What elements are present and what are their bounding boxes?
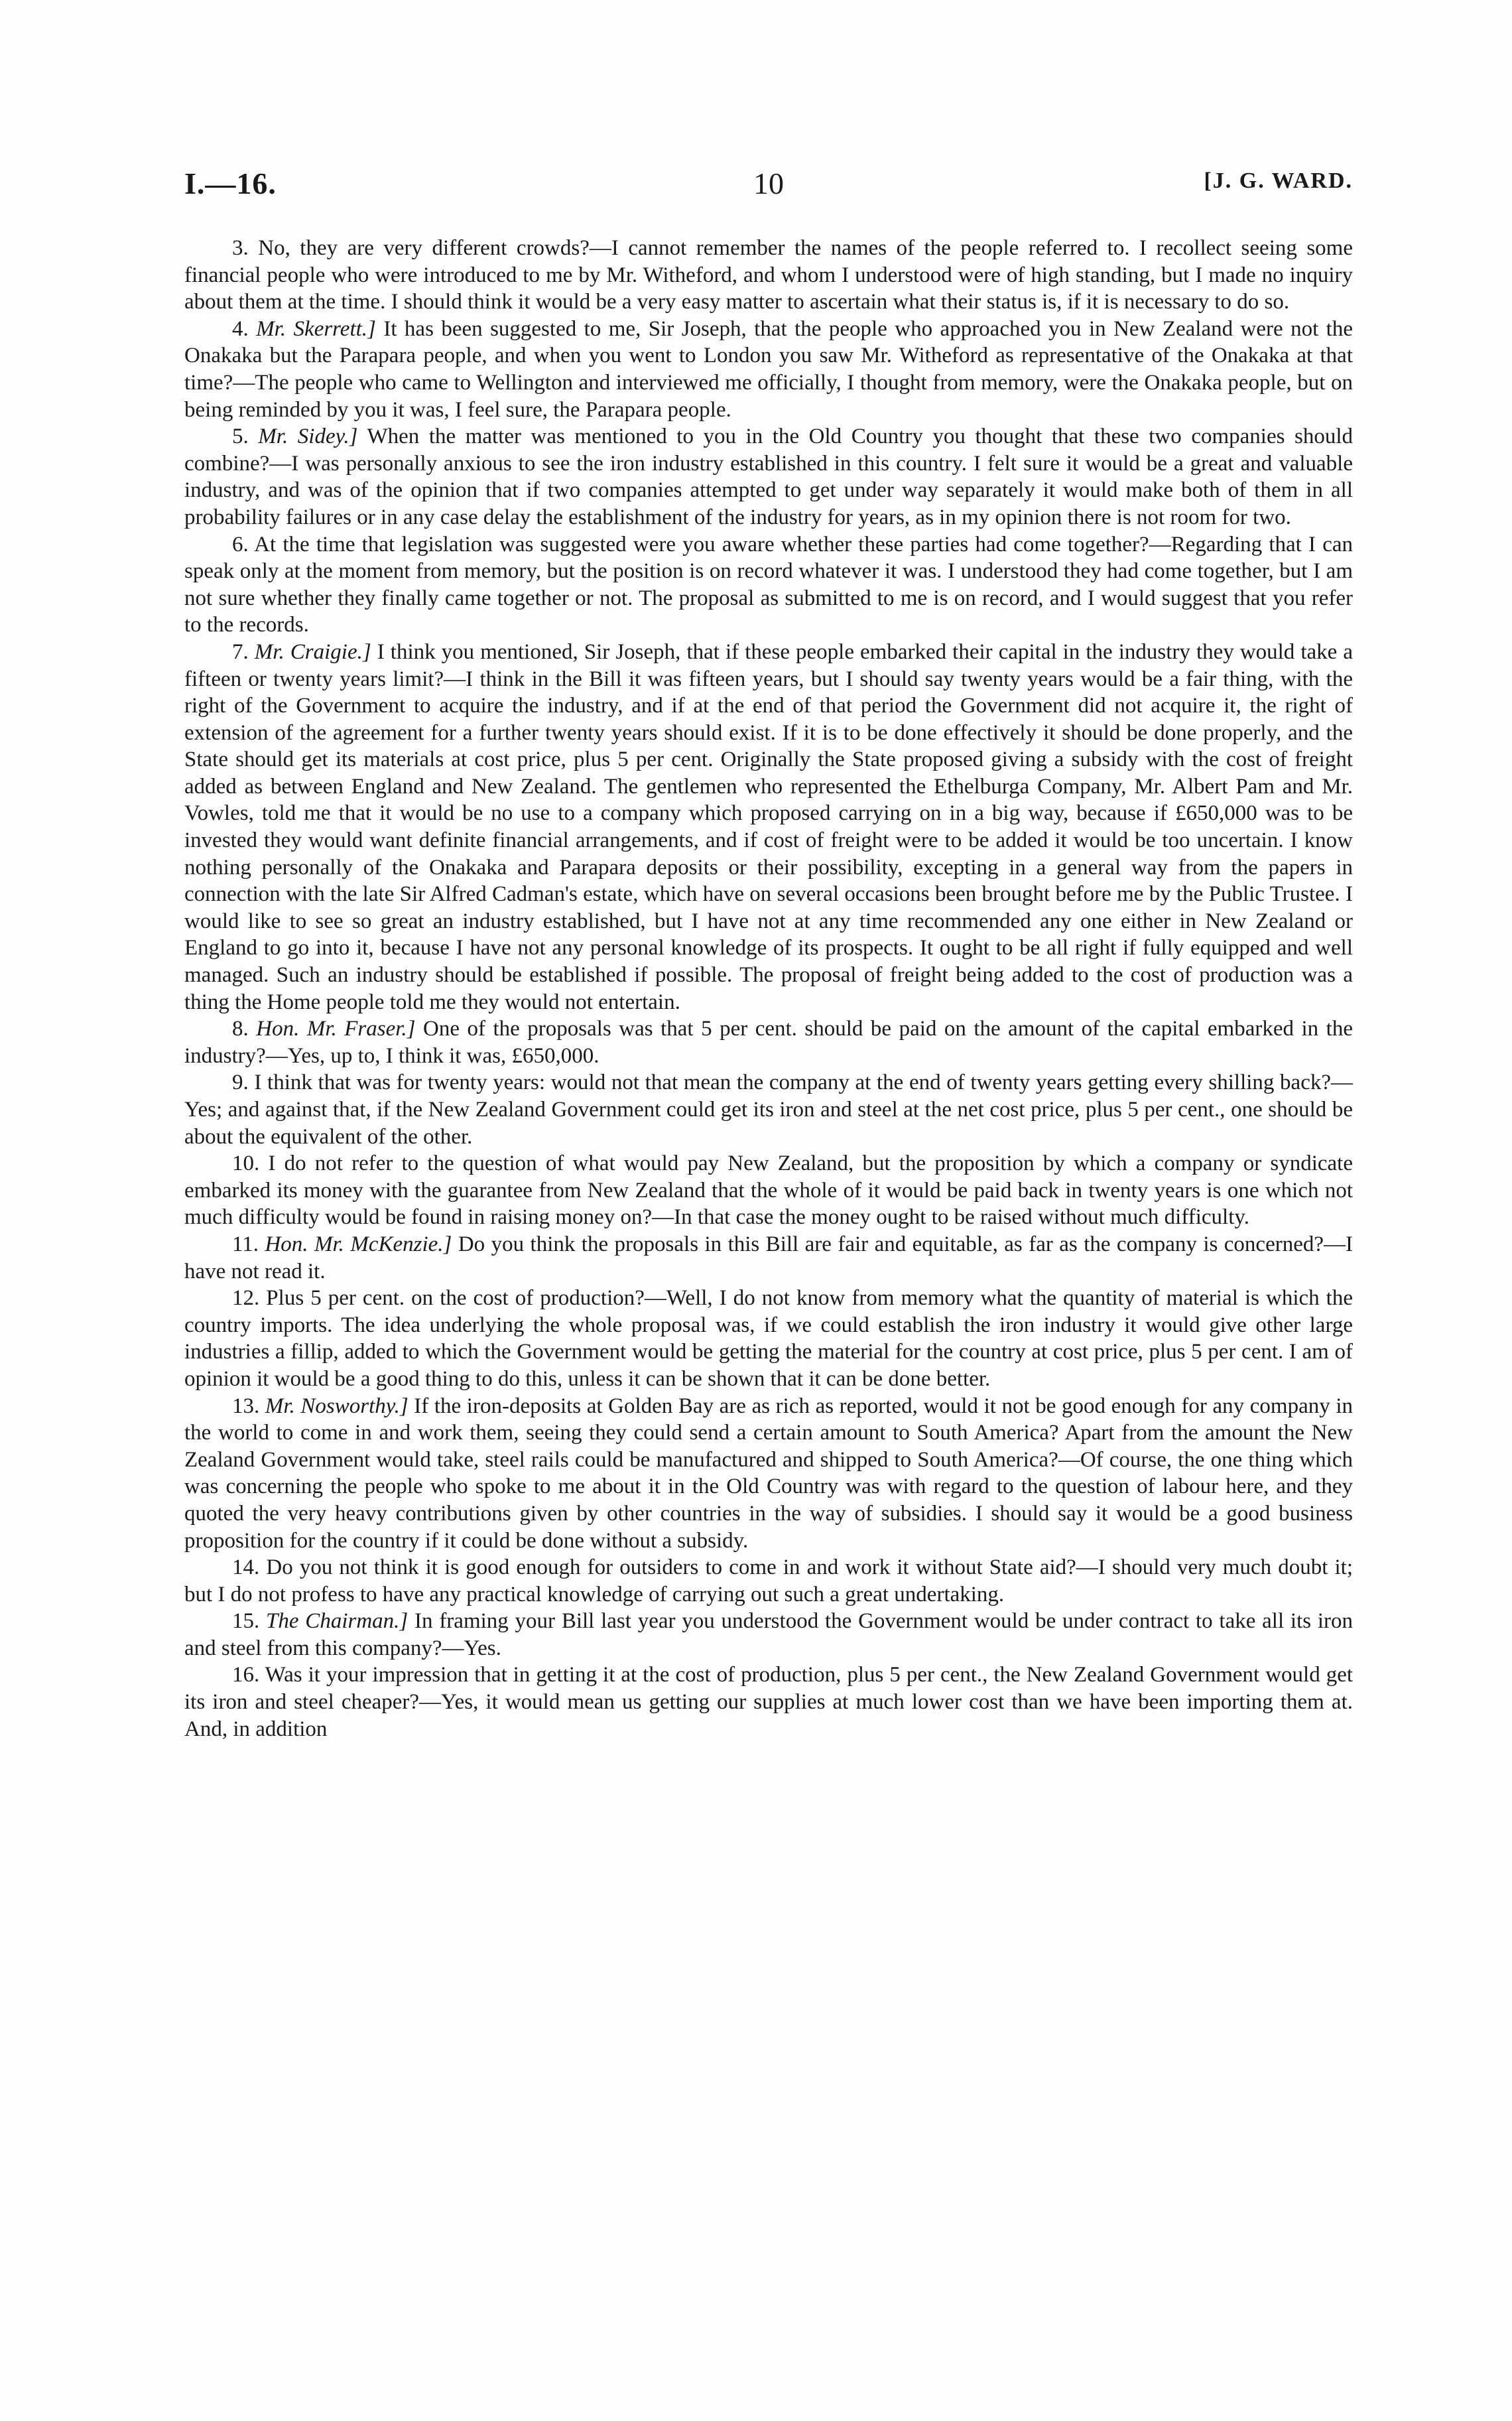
speaker-name: Mr. Skerrett.]	[256, 316, 376, 341]
question-number: 5.	[232, 425, 249, 449]
question-text: One of the proposals was that 5 per cent. should be paid on the amount of the capital embarked in the industry?—Yes, up to, I think it was, £650,000.	[184, 1017, 1353, 1068]
speaker-name: Mr. Craigie.]	[254, 639, 371, 664]
question-text: When the matter was mentioned to you in the Old Country you thought that these two companies should combine?—I was personally anxious to see the iron industry established in this country. I felt sure it would be a great and valuable industry, and was of the opinion that if two companies attempted to get under way separately it would make both of them in all probability failures or in any case delay the establishment of the industry for years, as in my opinion there is not room for two.	[184, 425, 1353, 529]
question-number: 9.	[232, 1071, 249, 1095]
question-number: 14.	[232, 1555, 260, 1580]
question-text: At the time that legislation was suggested were you aware whether these parties had come together?—Regarding that I can speak only at the moment from memory, but the position is on record whatever it was. I understood they had come together, but I am not sure whether they finally came together or not. The proposal as submitted to me is on record, and I would suggest that you refer to the records.	[184, 532, 1353, 637]
question-number: 3.	[232, 236, 249, 260]
speaker-name: The Chairman.]	[266, 1609, 409, 1634]
speaker-name: Hon. Mr. Fraser.]	[256, 1017, 416, 1041]
question-number: 12.	[232, 1286, 260, 1311]
question-text: If the iron-deposits at Golden Bay are as rich as reported, would it not be good enough for any company in the world to come in and work them, seeing they could send a certain amount to South America? Apart from the amount the New Zealand Government would take, steel rails could be manufactured and shipped to South America?—Of course, the one thing which was concerning the people who spoke to me about it in the Old Country was with regard to the question of labour here, and they quoted the very heavy contributions given by other countries in the way of subsidies. I should say it would be a good business proposition for the country if it could be done without a subsidy.	[184, 1394, 1353, 1553]
question-text: I think you mentioned, Sir Joseph, that if these people embarked their capital in the industry they would take a fifteen or twenty years limit?—I think in the Bill it was fifteen years, but I should say twenty years would be a fair thing, with the right of the Government to acquire the industry, and if at the end of that period the Government did not acquire it, the right of extension of the agreement for a further twenty years should exist. If it is to be done effectively it should be done properly, and the State should get its materials at cost price, plus 5 per cent. Originally the State proposed giving a subsidy with the cost of freight added as between England and New Zealand. The gentlemen who represented the Ethelburga Company, Mr. Albert Pam and Mr. Vowles, told me that it would be no use to a company which proposed carrying on in a big way, because if £650,000 was to be invested they would want definite financial arrangements, and if cost of freight were to be added it would be too uncertain. I know nothing personally of the Onakaka and Parapara deposits or their possibility, excepting in a general way from the papers in connection with the late Sir Alfred Cadman's estate, which have on several occasions been brought before me by the Public Trustee. I would like to see so great an industry established, but I have not at any time recommended any one either in New Zealand or England to go into it, because I have not any personal knowledge of its prospects. It ought to be all right if fully equipped and well managed. Such an industry should be established if possible. The proposal of freight being added to the cost of production was a thing the Home people told me they would not entertain.	[184, 639, 1354, 1014]
speaker-name: Mr. Nosworthy.]	[265, 1394, 409, 1418]
question-paragraph	[184, 1393, 1353, 1555]
question-text: Do you not think it is good enough for outsiders to come in and work it without State aid?—I should very much doubt it; but I do not profess to have any practical knowledge of carrying out such a great undertaking.	[184, 1555, 1354, 1606]
question-number: 13.	[232, 1394, 260, 1418]
question-text: I do not refer to the question of what would pay New Zealand, but the proposition by which a company or syndicate embarked its money with the guarantee from New Zealand that the whole of it would be paid back in twenty years is one which not much difficulty would be found in raising money on?—In that case the money ought to be raised without much difficulty.	[184, 1151, 1353, 1230]
question-paragraph	[184, 1069, 1353, 1150]
question-text: It has been suggested to me, Sir Joseph, that the people who approached you in New Zealand were not the Onakaka but the Parapara people, and when you went to London you saw Mr. Witheford as representative of the Onakaka at that time?—The people who came to Wellington and interviewed me officially, I thought from memory, were the Onakaka people, but on being reminded by you it was, I feel sure, the Parapara people.	[184, 316, 1354, 422]
question-number: 16.	[232, 1663, 260, 1687]
question-paragraph	[184, 1608, 1353, 1662]
page-number: 10	[753, 166, 784, 200]
question-text: Do you think the proposals in this Bill are fair and equitable, as far as the company is concerned?—I have not read it.	[184, 1232, 1353, 1283]
question-paragraph	[184, 1231, 1353, 1285]
question-paragraph	[184, 531, 1353, 639]
question-number: 15.	[232, 1609, 260, 1634]
question-number: 10.	[232, 1151, 260, 1176]
question-text: Plus 5 per cent. on the cost of production?—Well, I do not know from memory what the quantity of material is which the country imports. The idea underlying the whole proposal was, if we could establish the iron industry it would give other large industries a fillip, added to which the Government would be getting the material for the country at cost price, plus 5 per cent. I am of opinion it would be a good thing to do this, unless it can be shown that it can be done better.	[184, 1286, 1354, 1391]
question-number: 8.	[232, 1017, 249, 1041]
evidence-text	[184, 235, 1353, 1742]
question-paragraph	[184, 1554, 1353, 1608]
question-number: 11.	[232, 1232, 259, 1256]
witness-name: [J. G. WARD.	[1204, 168, 1353, 193]
question-text: In framing your Bill last year you understood the Government would be under contract to take all its iron and steel from this company?—Yes.	[184, 1609, 1354, 1660]
question-text: Was it your impression that in getting it at the cost of production, plus 5 per cent., the New Zealand Government would get its iron and steel cheaper?—Yes, it would mean us getting our supplies at much lower cost than we have been importing them at. And, in addition	[184, 1663, 1354, 1741]
question-paragraph	[184, 316, 1353, 423]
question-text: No, they are very different crowds?—I cannot remember the names of the people referred to. I recollect seeing some financial people who were introduced to me by Mr. Witheford, and whom I understood were of high standing, but I made no inquiry about them at the time. I should think it would be a very easy matter to ascertain what their status is, if it is necessary to do so.	[184, 236, 1353, 314]
question-paragraph	[184, 1015, 1353, 1069]
document-reference: I.—16.	[184, 166, 277, 200]
speaker-name: Mr. Sidey.]	[258, 425, 358, 449]
question-paragraph	[184, 1150, 1353, 1231]
question-number: 4.	[232, 316, 249, 341]
question-number: 6.	[232, 532, 249, 556]
question-paragraph	[184, 1662, 1353, 1742]
question-paragraph	[184, 639, 1353, 1015]
question-number: 7.	[232, 639, 249, 664]
question-paragraph	[184, 423, 1353, 531]
question-text: I think that was for twenty years: would not that mean the company at the end of twenty years getting every shilling back?—Yes; and against that, if the New Zealand Government could get its iron and steel at the net cost price, plus 5 per cent., one should be about the equivalent of the other.	[184, 1071, 1353, 1149]
page-header	[184, 166, 1353, 206]
speaker-name: Hon. Mr. McKenzie.]	[265, 1232, 452, 1256]
question-paragraph	[184, 1285, 1353, 1392]
question-paragraph	[184, 235, 1353, 316]
